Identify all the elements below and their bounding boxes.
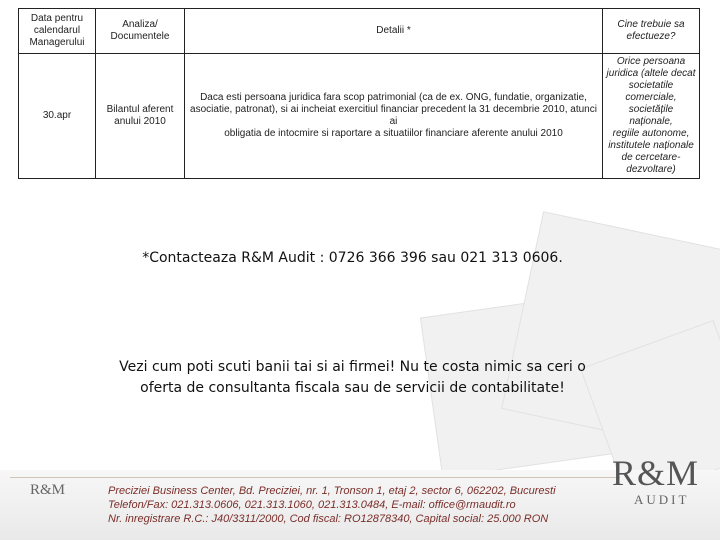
cell-who: Orice persoana juridica (altele decat societatile comerciale, societățile naționale, regiile autonome, institutele naționale de cercetare- dezvoltare) (603, 54, 700, 179)
footer-divider (10, 477, 620, 478)
company-logo-small: R&M (30, 482, 66, 498)
cell-date: 30.apr (19, 54, 96, 179)
logo-name: AUDIT (634, 492, 690, 507)
table-row (19, 54, 700, 179)
footer-address: Preciziei Business Center, Bd. Preciziei, nr. 1, Tronson 1, etaj 2, sector 6, 062202, Bucuresti Telefon/Fax: 021.313.0606, 021.313.1060, 021.313.0484, E-mail: office@rmaudit.ro Nr. inregistrare R.C.: J40/3311/2000, Cod fiscal: RO12878340, Capital social: 25.000 RON (108, 485, 556, 525)
table-header-row (19, 9, 700, 54)
calendar-table (18, 8, 700, 179)
cell-document: Bilantul aferent anului 2010 (96, 54, 185, 179)
header-date: Data pentru calendarul Managerului (19, 9, 96, 54)
header-documents: Analiza/ Documentele (96, 9, 185, 54)
offer-text: Vezi cum poti scuti banii tai si ai firmei! Nu te costa nimic sa ceri o oferta de consultanta fiscala sau de servicii de contabilitate! (119, 359, 586, 396)
contact-line: *Contacteaza R&M Audit : 0726 366 396 sau 021 313 0606. (142, 250, 563, 266)
logo-mark: R&M (612, 453, 700, 493)
company-logo (604, 452, 714, 522)
header-details: Detalii * (185, 9, 603, 54)
header-who: Cine trebuie sa efectueze? (603, 9, 700, 54)
cell-details: Daca esti persoana juridica fara scop patrimonial (ca de ex. ONG, fundatie, organizatie, asociatie, patronat), si ai incheiat exercitiul financiar precedent la 31 decembrie 2010, atunci ai obligatia de intocmire si raportare a situatiilor financiare aferente anului 2010 (185, 54, 603, 179)
